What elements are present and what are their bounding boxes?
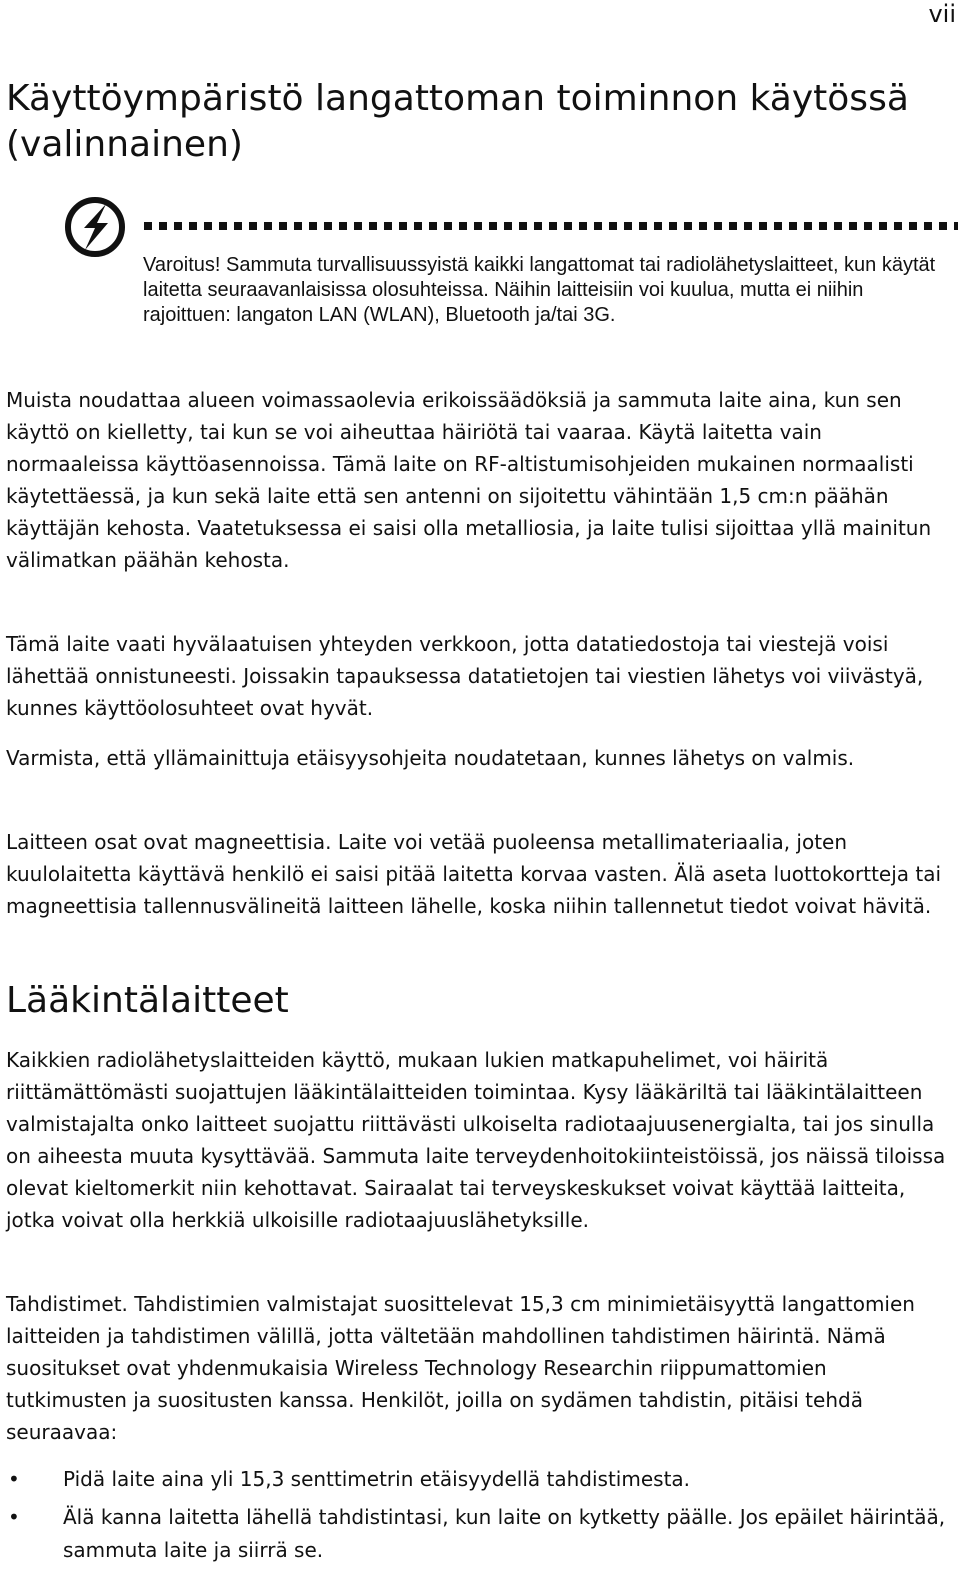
list-item	[6, 1463, 951, 1496]
section-title-wireless: Käyttöympäristö langattoman toiminnon käytössä (valinnainen)	[6, 78, 909, 165]
list-item-text: Älä kanna laitetta lähellä tahdistintasi, kun laite on kytketty päälle. Jos epäilet häirintää, sammuta laite ja siirrä se.	[63, 1505, 946, 1562]
paragraph-medical-devices: Kaikkien radiolähetyslaitteiden käyttö, mukaan lukien matkapuhelimet, voi häiritä riittämättömästi suojattujen lääkintälaitteiden toimintaa. Kysy lääkäriltä tai lääkintälaitteen valmistajalta onko laitteet suojattu riittävästi ulkoiselta radiotaajuusenergialta, tai jos sinulla on aiheesta muuta kysyttävää. Sammuta laite terveydenhoitokiinteistöissä, jos näissä tiloissa olevat kieltomerkit niin kehottavat. Sairaalat tai terveyskeskukset voivat käyttää laitteita, jotka voivat olla herkkiä ulkoisille radiotaajuuslähetyksille.	[6, 1048, 946, 1232]
bullet-icon: •	[8, 1505, 20, 1529]
warning-text: Varoitus! Sammuta turvallisuussyistä kaikki langattomat tai radiolähetyslaitteet, kun käytät laitetta seuraavanlaisissa olosuhteissa. Näihin laitteisiin voi kuulua, mutta ei niihin rajoittuen: langaton LAN (WLAN), Bluetooth ja/tai 3G.	[143, 254, 936, 326]
page-number: vii	[928, 0, 956, 28]
warning-dotted-rule	[144, 222, 958, 230]
list-item-text: Pidä laite aina yli 15,3 senttimetrin etäisyydellä tahdistimesta.	[63, 1467, 691, 1491]
paragraph-distance-guidelines: Varmista, että yllämainittuja etäisyysohjeita noudatetaan, kunnes lähetys on valmis.	[6, 746, 855, 770]
paragraph-network-connection: Tämä laite vaati hyvälaatuisen yhteyden verkkoon, jotta datatiedostoja tai viestejä voisi lähettää onnistuneesti. Joissakin tapauksessa datatietojen tai viestien lähetys voi viivästyä, kunnes käyttöolosuhteet ovat hyvät.	[6, 632, 924, 720]
paragraph-magnetic-parts: Laitteen osat ovat magneettisia. Laite voi vetää puoleensa metallimateriaalia, joten kuulolaitetta käyttävä henkilö ei saisi pitää laitetta korvaa vasten. Älä aseta luottokortteja tai magneettisia tallennusvälineitä laitteen lähelle, koska niihin tallennetut tiedot voivat hävitä.	[6, 830, 942, 918]
lightning-warning-icon	[64, 196, 126, 258]
section-title-medical: Lääkintälaitteet	[6, 980, 289, 1021]
paragraph-rf-exposure: Muista noudattaa alueen voimassaolevia erikoissäädöksiä ja sammuta laite aina, kun sen käyttö on kielletty, tai kun se voi aiheuttaa häiriötä tai vaaraa. Käytä laitetta vain normaaleissa käyttöasennoissa. Tämä laite on RF-altistumisohjeiden mukainen normaalisti käytettäessä, ja kun sekä laite että sen antenni on sijoitettu vähintään 1,5 cm:n päähän käyttäjän kehosta. Vaatetuksessa ei saisi olla metalliosia, ja laite tulisi sijoittaa yllä mainitun välimatkan päähän kehosta.	[6, 388, 932, 572]
paragraph-pacemakers: Tahdistimet. Tahdistimien valmistajat suosittelevat 15,3 cm minimietäisyyttä langattomien laitteiden ja tahdistimen välillä, jotta vältetään mahdollinen tahdistimen häirintä. Nämä suositukset ovat yhdenmukaisia Wireless Technology Researchin riippumattomien tutkimusten ja suositusten kanssa. Henkilöt, joilla on sydämen tahdistin, pitäisi tehdä seuraavaa:	[6, 1292, 915, 1444]
pacemaker-advice-list	[6, 1463, 951, 1572]
bullet-icon: •	[8, 1467, 20, 1491]
list-item	[6, 1501, 951, 1567]
warning-block	[64, 196, 960, 356]
